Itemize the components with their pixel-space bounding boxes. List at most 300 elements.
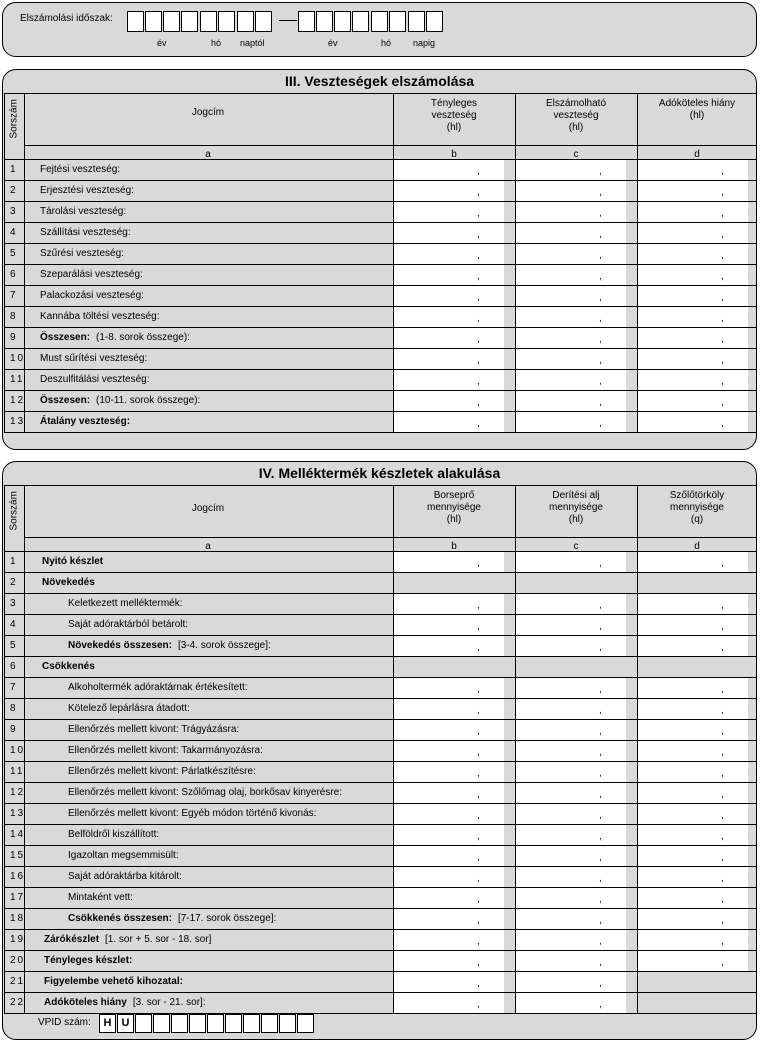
vpid-digit-box[interactable] <box>153 1014 170 1033</box>
decimal-mark: , <box>599 229 602 240</box>
decimal-mark: , <box>477 397 480 408</box>
decimal-mark: , <box>599 600 602 611</box>
from-month-label: hó <box>211 38 222 48</box>
decimal-mark: , <box>721 355 724 366</box>
jogcim-header: Jogcím <box>191 503 225 514</box>
row-label: Ellenőrzés mellett kivont: Párlatkészítésre: <box>68 766 256 777</box>
row-number: 17 <box>10 892 26 903</box>
value-input[interactable] <box>516 867 626 887</box>
value-input[interactable] <box>516 930 626 950</box>
value-input[interactable] <box>394 846 504 866</box>
digit-box[interactable] <box>426 11 443 32</box>
row-number: 8 <box>10 311 18 322</box>
row-number: 9 <box>10 724 18 735</box>
value-input[interactable] <box>638 825 748 845</box>
decimal-mark: , <box>477 418 480 429</box>
decimal-mark: , <box>599 166 602 177</box>
decimal-mark: , <box>721 334 724 345</box>
taxable-shortage-header: Adóköteles hiány (hl) <box>658 98 736 121</box>
value-input[interactable] <box>516 391 626 411</box>
decimal-mark: , <box>477 915 480 926</box>
row-label: Nyitó készlet <box>42 556 104 567</box>
value-input[interactable] <box>394 265 504 285</box>
decimal-mark: , <box>721 313 724 324</box>
vpid-digit-box[interactable] <box>297 1014 314 1033</box>
vpid-digit-box[interactable] <box>171 1014 188 1033</box>
decimal-mark: , <box>721 418 724 429</box>
row-label: Erjesztési veszteség: <box>40 185 134 196</box>
decimal-mark: , <box>599 313 602 324</box>
column-letter-a: a <box>205 149 211 160</box>
decimal-mark: , <box>721 621 724 632</box>
digit-box[interactable] <box>200 11 217 32</box>
decimal-mark: , <box>477 810 480 821</box>
digit-box[interactable] <box>127 11 144 32</box>
table-line <box>4 93 757 94</box>
value-input[interactable] <box>638 244 748 264</box>
decimal-mark: , <box>721 705 724 716</box>
value-input[interactable] <box>516 741 626 761</box>
row-number: 2 <box>10 185 18 196</box>
allowable-loss-header: Elszámolható veszteség (hl) <box>545 98 607 133</box>
value-input[interactable] <box>394 370 504 390</box>
value-input[interactable] <box>394 993 504 1013</box>
decimal-mark: , <box>599 999 602 1010</box>
column-letter-d: d <box>694 149 700 160</box>
value-input[interactable] <box>516 202 626 222</box>
digit-box[interactable] <box>181 11 198 32</box>
row-number: 3 <box>10 598 18 609</box>
decimal-mark: , <box>721 768 724 779</box>
value-input[interactable] <box>638 160 748 180</box>
decimal-mark: , <box>721 684 724 695</box>
digit-box[interactable] <box>298 11 315 32</box>
value-input[interactable] <box>516 307 626 327</box>
value-input[interactable] <box>638 286 748 306</box>
decimal-mark: , <box>599 684 602 695</box>
value-input[interactable] <box>516 223 626 243</box>
row-number: 21 <box>10 976 26 987</box>
value-input[interactable] <box>394 349 504 369</box>
decimal-mark: , <box>721 747 724 758</box>
value-input[interactable] <box>394 328 504 348</box>
column-letter-a: a <box>205 541 211 552</box>
value-input[interactable] <box>516 762 626 782</box>
value-input[interactable] <box>394 594 504 614</box>
row-number: 11 <box>10 374 25 385</box>
row-label: Növekedés összesen: [3-4. sorok összege]: <box>68 640 271 651</box>
row-label: Keletkezett melléktermék: <box>68 598 183 609</box>
decimal-mark: , <box>599 250 602 261</box>
value-input[interactable] <box>638 804 748 824</box>
vpid-digit-box[interactable] <box>225 1014 242 1033</box>
decimal-mark: , <box>477 999 480 1010</box>
from-day-label: naptól <box>240 38 265 48</box>
value-input[interactable] <box>638 636 748 656</box>
value-input[interactable] <box>638 615 748 635</box>
row-label: Növekedés <box>42 577 95 588</box>
digit-box[interactable] <box>255 11 272 32</box>
decimal-mark: , <box>599 558 602 569</box>
decimal-mark: , <box>599 397 602 408</box>
row-number: 5 <box>10 248 18 259</box>
decimal-mark: , <box>599 978 602 989</box>
row-number: 5 <box>10 640 18 651</box>
row-label: Csökkenés összesen: [7-17. sorok összege]: <box>68 913 277 924</box>
row-number: 14 <box>10 829 26 840</box>
value-input[interactable] <box>516 244 626 264</box>
decimal-mark: , <box>477 208 480 219</box>
row-number: 22 <box>10 997 26 1008</box>
row-label: Igazoltan megsemmisült: <box>68 850 179 861</box>
value-input[interactable] <box>394 412 504 432</box>
row-number: 9 <box>10 332 18 343</box>
row-number: 1 <box>10 164 18 175</box>
vpid-digit-box[interactable] <box>189 1014 206 1033</box>
from-year-label: év <box>157 38 167 48</box>
row-label: Deszulfitálási veszteség: <box>40 374 150 385</box>
decimal-mark: , <box>477 894 480 905</box>
decimal-mark: , <box>477 271 480 282</box>
decimal-mark: , <box>721 894 724 905</box>
decimal-mark: , <box>599 768 602 779</box>
table-line <box>4 485 757 486</box>
value-input[interactable] <box>516 370 626 390</box>
value-input[interactable] <box>516 636 626 656</box>
value-input[interactable] <box>516 615 626 635</box>
value-input[interactable] <box>638 391 748 411</box>
value-input[interactable] <box>638 720 748 740</box>
decimal-mark: , <box>721 726 724 737</box>
vpid-digit-box[interactable] <box>279 1014 296 1033</box>
row-label: Belföldről kiszállított: <box>68 829 160 840</box>
row-number: 11 <box>10 766 25 777</box>
value-input[interactable] <box>394 930 504 950</box>
value-input[interactable] <box>394 741 504 761</box>
row-label: Csökkenés <box>42 661 95 672</box>
row-label: Összesen: (1-8. sorok összege): <box>40 332 190 343</box>
decimal-mark: , <box>477 187 480 198</box>
value-input[interactable] <box>394 223 504 243</box>
row-number: 7 <box>10 682 18 693</box>
decimal-mark: , <box>599 936 602 947</box>
row-number: 18 <box>10 913 26 924</box>
row-label: Must sűrítési veszteség: <box>40 353 148 364</box>
decimal-mark: , <box>721 397 724 408</box>
decimal-mark: , <box>599 271 602 282</box>
decimal-mark: , <box>599 355 602 366</box>
value-input[interactable] <box>516 825 626 845</box>
decimal-mark: , <box>721 936 724 947</box>
value-input[interactable] <box>516 951 626 971</box>
value-input[interactable] <box>638 930 748 950</box>
vpid-number-field[interactable] <box>99 1014 315 1033</box>
table-line <box>4 485 5 1013</box>
decimal-mark: , <box>477 978 480 989</box>
decimal-mark: , <box>477 747 480 758</box>
row-label: Alkoholtermék adóraktárnak értékesített: <box>68 682 248 693</box>
row-number: 4 <box>10 619 18 630</box>
row-label: Kötelező lepárlásra átadott: <box>68 703 190 714</box>
column-letter-b: b <box>451 541 457 552</box>
decimal-mark: , <box>599 915 602 926</box>
section-title: III. Veszteségek elszámolása <box>284 73 475 89</box>
decimal-mark: , <box>477 313 480 324</box>
decimal-mark: , <box>721 957 724 968</box>
decimal-mark: , <box>599 747 602 758</box>
value-input[interactable] <box>516 909 626 929</box>
decimal-mark: , <box>477 558 480 569</box>
decimal-mark: , <box>599 187 602 198</box>
value-input[interactable] <box>638 678 748 698</box>
value-input[interactable] <box>394 244 504 264</box>
decimal-mark: , <box>721 292 724 303</box>
value-input[interactable] <box>394 762 504 782</box>
column-letter-c: c <box>573 541 579 552</box>
digit-box[interactable] <box>218 11 235 32</box>
value-input[interactable] <box>638 762 748 782</box>
decimal-mark: , <box>477 726 480 737</box>
period-from-date-field[interactable] <box>127 11 273 32</box>
sorszam-header: Sorszám <box>8 99 20 139</box>
actual-loss-header: Tényleges veszteség (hl) <box>430 98 478 133</box>
row-number: 12 <box>10 787 26 798</box>
decimal-mark: , <box>599 621 602 632</box>
decimal-mark: , <box>477 957 480 968</box>
value-input[interactable] <box>394 202 504 222</box>
value-input[interactable] <box>394 615 504 635</box>
row-number: 16 <box>10 871 26 882</box>
decimal-mark: , <box>477 334 480 345</box>
digit-box[interactable] <box>352 11 369 32</box>
row-label: Ellenőrzés mellett kivont: Takarmányozásra: <box>68 745 263 756</box>
table-line <box>4 971 757 972</box>
to-year-label: év <box>328 38 338 48</box>
decimal-mark: , <box>721 187 724 198</box>
row-number: 10 <box>10 745 26 756</box>
vpid-digit-box[interactable] <box>135 1014 152 1033</box>
value-input[interactable] <box>394 972 504 992</box>
value-input[interactable] <box>516 160 626 180</box>
value-input[interactable] <box>638 328 748 348</box>
value-input[interactable] <box>516 349 626 369</box>
row-number: 20 <box>10 955 26 966</box>
row-label: Zárókészlet [1. sor + 5. sor - 18. sor] <box>44 934 212 945</box>
period-dash <box>279 20 297 21</box>
decimal-mark: , <box>599 894 602 905</box>
decimal-mark: , <box>599 789 602 800</box>
decimal-mark: , <box>599 831 602 842</box>
sorszam-header: Sorszám <box>8 491 20 531</box>
row-number: 13 <box>10 808 26 819</box>
row-label: Szeparálási veszteség: <box>40 269 143 280</box>
value-input[interactable] <box>516 699 626 719</box>
value-input[interactable] <box>638 181 748 201</box>
value-input[interactable] <box>638 909 748 929</box>
decimal-mark: , <box>599 810 602 821</box>
row-label: Kannába töltési veszteség: <box>40 311 160 322</box>
decimal-mark: , <box>721 915 724 926</box>
digit-box[interactable] <box>371 11 388 32</box>
value-input[interactable] <box>516 888 626 908</box>
value-input[interactable] <box>394 888 504 908</box>
row-number: 1 <box>10 556 18 567</box>
row-number: 2 <box>10 577 18 588</box>
decimal-mark: , <box>721 558 724 569</box>
value-input[interactable] <box>638 349 748 369</box>
value-input[interactable] <box>638 265 748 285</box>
table-line <box>4 93 5 432</box>
value-input[interactable] <box>638 594 748 614</box>
row-label: Tárolási veszteség: <box>40 206 127 217</box>
value-input[interactable] <box>394 951 504 971</box>
digit-box[interactable] <box>408 11 425 32</box>
row-label: Tényleges készlet: <box>44 955 133 966</box>
decimal-mark: , <box>477 705 480 716</box>
value-input[interactable] <box>394 783 504 803</box>
value-input[interactable] <box>394 181 504 201</box>
value-input[interactable] <box>638 783 748 803</box>
decimal-mark: , <box>599 418 602 429</box>
value-input[interactable] <box>516 594 626 614</box>
vpid-digit-box[interactable] <box>207 1014 224 1033</box>
value-input[interactable] <box>516 846 626 866</box>
decimal-mark: , <box>599 208 602 219</box>
decimal-mark: , <box>477 831 480 842</box>
value-input[interactable] <box>394 160 504 180</box>
value-input[interactable] <box>638 699 748 719</box>
decimal-mark: , <box>721 208 724 219</box>
value-input[interactable] <box>394 636 504 656</box>
row-label: Saját adóraktárba kitárolt: <box>68 871 182 882</box>
value-input[interactable] <box>638 412 748 432</box>
value-input[interactable] <box>394 307 504 327</box>
row-number: 12 <box>10 395 26 406</box>
value-input[interactable] <box>394 804 504 824</box>
value-input[interactable] <box>516 181 626 201</box>
value-input[interactable] <box>638 846 748 866</box>
decimal-mark: , <box>721 600 724 611</box>
decimal-mark: , <box>721 831 724 842</box>
value-input[interactable] <box>516 412 626 432</box>
decimal-mark: , <box>721 271 724 282</box>
value-input[interactable] <box>394 699 504 719</box>
value-input[interactable] <box>516 720 626 740</box>
value-input[interactable] <box>394 391 504 411</box>
digit-box[interactable] <box>145 11 162 32</box>
value-input[interactable] <box>394 825 504 845</box>
value-input[interactable] <box>638 741 748 761</box>
period-panel <box>2 2 757 57</box>
row-label: Mintaként vett: <box>68 892 134 903</box>
value-input[interactable] <box>638 307 748 327</box>
value-input[interactable] <box>516 993 626 1013</box>
value-input[interactable] <box>516 328 626 348</box>
decimal-mark: , <box>477 936 480 947</box>
value-input[interactable] <box>394 678 504 698</box>
row-label: Fejtési veszteség: <box>40 164 121 175</box>
row-number: 6 <box>10 661 18 672</box>
value-input[interactable] <box>516 783 626 803</box>
digit-box[interactable] <box>316 11 333 32</box>
decimal-mark: , <box>599 376 602 387</box>
table-line <box>4 432 757 433</box>
period-to-date-field[interactable] <box>298 11 444 32</box>
digit-box[interactable] <box>237 11 254 32</box>
value-input[interactable] <box>638 888 748 908</box>
vpid-label: VPID szám: <box>38 1017 91 1028</box>
value-input[interactable] <box>638 202 748 222</box>
decimal-mark: , <box>477 376 480 387</box>
value-input[interactable] <box>516 972 626 992</box>
digit-box[interactable] <box>389 11 406 32</box>
decimal-mark: , <box>721 250 724 261</box>
value-input[interactable] <box>394 552 504 572</box>
row-number: 6 <box>10 269 18 280</box>
vpid-prefix-box: U <box>117 1014 134 1033</box>
decimal-mark: , <box>599 334 602 345</box>
value-input[interactable] <box>516 265 626 285</box>
value-input[interactable] <box>516 552 626 572</box>
table-line <box>4 656 757 657</box>
row-label: Adóköteles hiány [3. sor - 21. sor]: <box>44 997 206 1008</box>
decimal-mark: , <box>477 768 480 779</box>
digit-box[interactable] <box>334 11 351 32</box>
row-number: 19 <box>10 934 26 945</box>
value-input[interactable] <box>394 720 504 740</box>
row-number: 7 <box>10 290 18 301</box>
value-input[interactable] <box>638 370 748 390</box>
value-input[interactable] <box>394 867 504 887</box>
value-input[interactable] <box>638 951 748 971</box>
column-letter-c: c <box>573 149 579 160</box>
decimal-mark: , <box>599 873 602 884</box>
decimal-mark: , <box>477 789 480 800</box>
decimal-mark: , <box>477 229 480 240</box>
decimal-mark: , <box>477 250 480 261</box>
value-input[interactable] <box>638 867 748 887</box>
value-input[interactable] <box>394 286 504 306</box>
decimal-mark: , <box>599 726 602 737</box>
decimal-mark: , <box>477 355 480 366</box>
value-input[interactable] <box>516 286 626 306</box>
table-line <box>24 145 757 146</box>
value-input[interactable] <box>394 909 504 929</box>
row-label: Figyelembe vehető kihozatal: <box>44 976 183 987</box>
row-label: Ellenőrzés mellett kivont: Szőlőmag olaj, borkősav kinyerésre: <box>68 787 343 798</box>
digit-box[interactable] <box>163 11 180 32</box>
vpid-digit-box[interactable] <box>243 1014 260 1033</box>
decimal-mark: , <box>721 852 724 863</box>
value-input[interactable] <box>638 552 748 572</box>
decimal-mark: , <box>477 166 480 177</box>
row-label: Szűrési veszteség: <box>40 248 124 259</box>
decimal-mark: , <box>721 810 724 821</box>
table-line <box>4 992 757 993</box>
row-label: Szállítási veszteség: <box>40 227 131 238</box>
to-month-label: hó <box>381 38 392 48</box>
row-label: Ellenőrzés mellett kivont: Egyéb módon történő kivonás: <box>68 808 317 819</box>
row-number: 4 <box>10 227 18 238</box>
row-number: 13 <box>10 416 26 427</box>
vpid-digit-box[interactable] <box>261 1014 278 1033</box>
decimal-mark: , <box>599 292 602 303</box>
value-input[interactable] <box>516 804 626 824</box>
value-input[interactable] <box>638 223 748 243</box>
decimal-mark: , <box>477 292 480 303</box>
value-input[interactable] <box>516 678 626 698</box>
decimal-mark: , <box>721 376 724 387</box>
